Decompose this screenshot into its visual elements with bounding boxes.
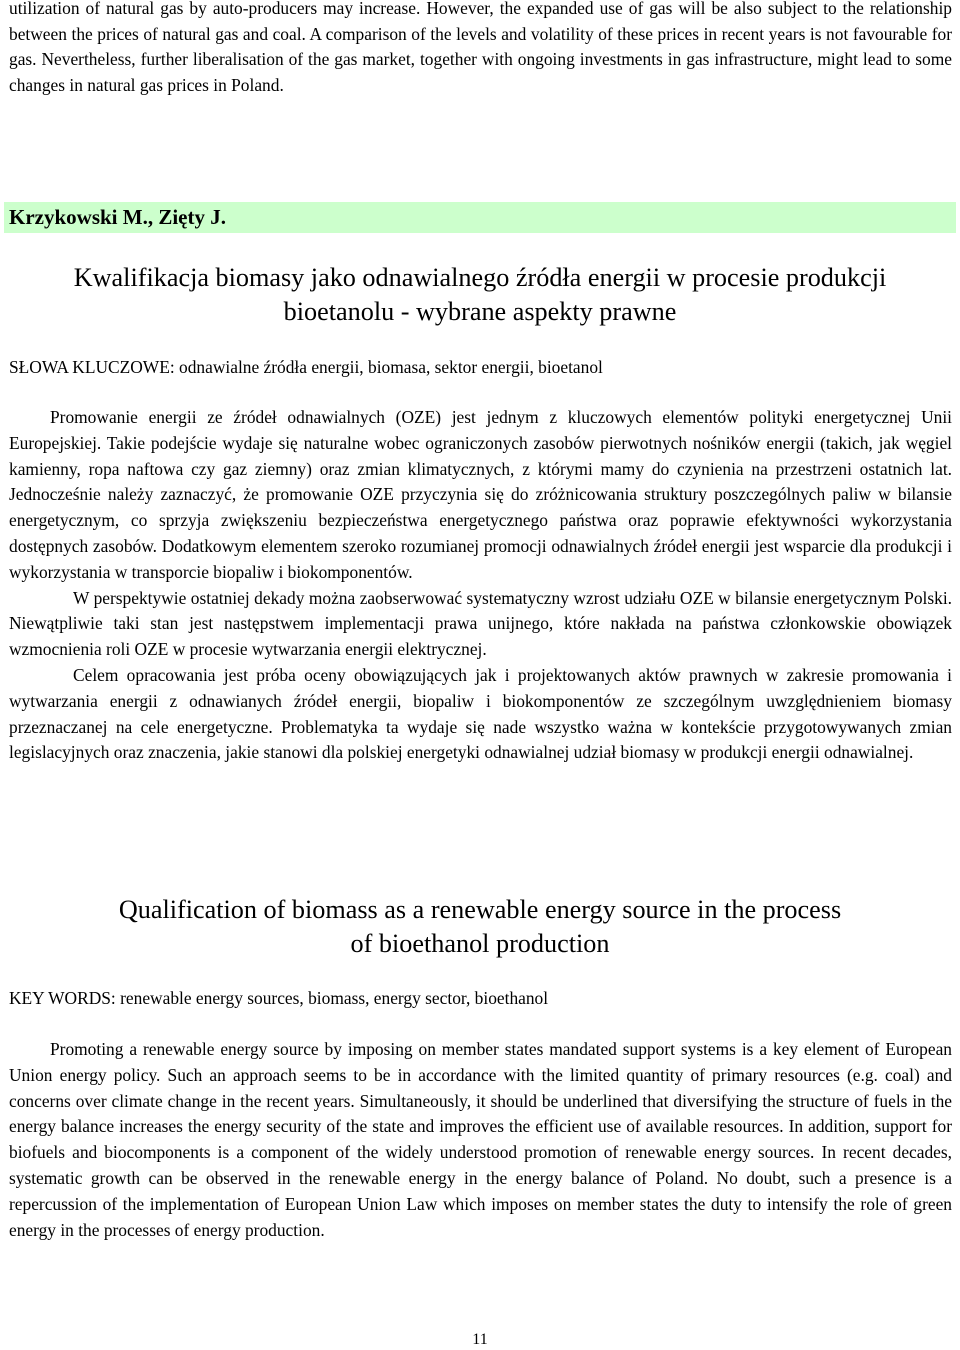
polish-title-line-2: bioetanolu - wybrane aspekty prawne [283, 297, 677, 326]
polish-abstract [9, 405, 952, 766]
english-keywords: KEY WORDS: renewable energy sources, biomass, energy sector, bioethanol [9, 988, 549, 1008]
intro-paragraph: utilization of natural gas by auto-producers may increase. However, the expanded use of gas will be also subject to the relationship between the prices of natural gas and coal. A comparison of the levels and volatility of these prices in recent years is not favourable for gas. Nevertheless, further liberalisation of the gas market, together with ongoing investments in gas infrastructure, might lead to some changes in natural gas prices in Poland. [9, 0, 952, 95]
english-title-line-2: of bioethanol production [350, 929, 610, 958]
article-authors: Krzykowski M., Zięty J. [9, 205, 226, 229]
page-number: 11 [472, 1331, 488, 1348]
polish-paragraph-3: Celem opracowania jest próba oceny obowiązujących jak i projektowanych aktów prawnych w zakresie promowania i wytwarzania energii z odnawianych źródeł energii, biopaliw i biokomponentów ze szczególnym uwzględnieniem biomasy przeznaczanej na cele energetyczne. Problematyka ta wydaje się nade wszystko ważna w kontekście przygotowywanych zmian legislacyjnych oraz znaczenia, jakie stanowi dla polskiej energetyki odnawialnej udział biomasy w produkcji energii odnawialnej. [9, 664, 952, 763]
english-paragraph-1: Promoting a renewable energy source by imposing on member states mandated support systems is a key element of European Union energy policy. Such an approach seems to be in accordance with the limited quantity of primary resources (e.g. coal) and concerns over climate change in the recent years. Simultaneously, it should be underlined that diversifying the structure of fuels in the energy balance increases the energy security of the state and improves the efficient use of available resources. In addition, support for biofuels and biocomponents is a component of the widely understood promotion of renewable energy sources. In recent decades, systematic growth can be observed in the renewable energy in the energy balance of Poland. No doubt, such a presence is a repercussion of the implementation of European Union Law which imposes on member states the duty to intensify the role of green energy in the processes of energy production. [9, 1039, 952, 1240]
polish-paragraph-2: W perspektywie ostatniej dekady można zaobserwować systematyczny wzrost udziału OZE w bilansie energetycznym Polski. Niewątpliwie taki stan jest następstwem implementacji prawa unijnego, które nakłada na państwa członkowskie obowiązek wzmocnienia roli OZE w procesie wytwarzania energii elektrycznej. [9, 587, 952, 660]
polish-article-title [0, 261, 960, 329]
polish-paragraph-1: Promowanie energii ze źródeł odnawialnych (OZE) jest jednym z kluczowych elementów polityki energetycznej Unii Europejskiej. Takie podejście wydaje się naturalne wobec ograniczonych zasobów pierwotnych nośników energii (takich, jak węgiel kamienny, ropa naftowa czy gaz ziemny) oraz zmian klimatycznych, z którymi mamy do czynienia na przestrzeni ostatnich lat. Jednocześnie należy zaznaczyć, że promowanie OZE przyczynia się do zróżnicowania struktury poszczególnych paliw w bilansie energetycznym, co sprzyja zwiększeniu bezpieczeństwa energetycznego państwa oraz poprawie efektywności wykorzystania dostępnych zasobów. Dodatkowym elementem szeroko rozumianej promocji odnawialnych źródeł energii jest wsparcie dla produkcji i wykorzystania w transporcie biopaliw i biokomponentów. [9, 407, 952, 582]
polish-title-line-1: Kwalifikacja biomasy jako odnawialnego źródła energii w procesie produkcji [73, 263, 887, 292]
english-title-line-1: Qualification of biomass as a renewable energy source in the process [118, 895, 842, 924]
english-abstract [9, 1037, 952, 1243]
polish-keywords: SŁOWA KLUCZOWE: odnawialne źródła energii, biomasa, sektor energii, bioetanol [9, 357, 603, 377]
english-article-title [0, 893, 960, 961]
